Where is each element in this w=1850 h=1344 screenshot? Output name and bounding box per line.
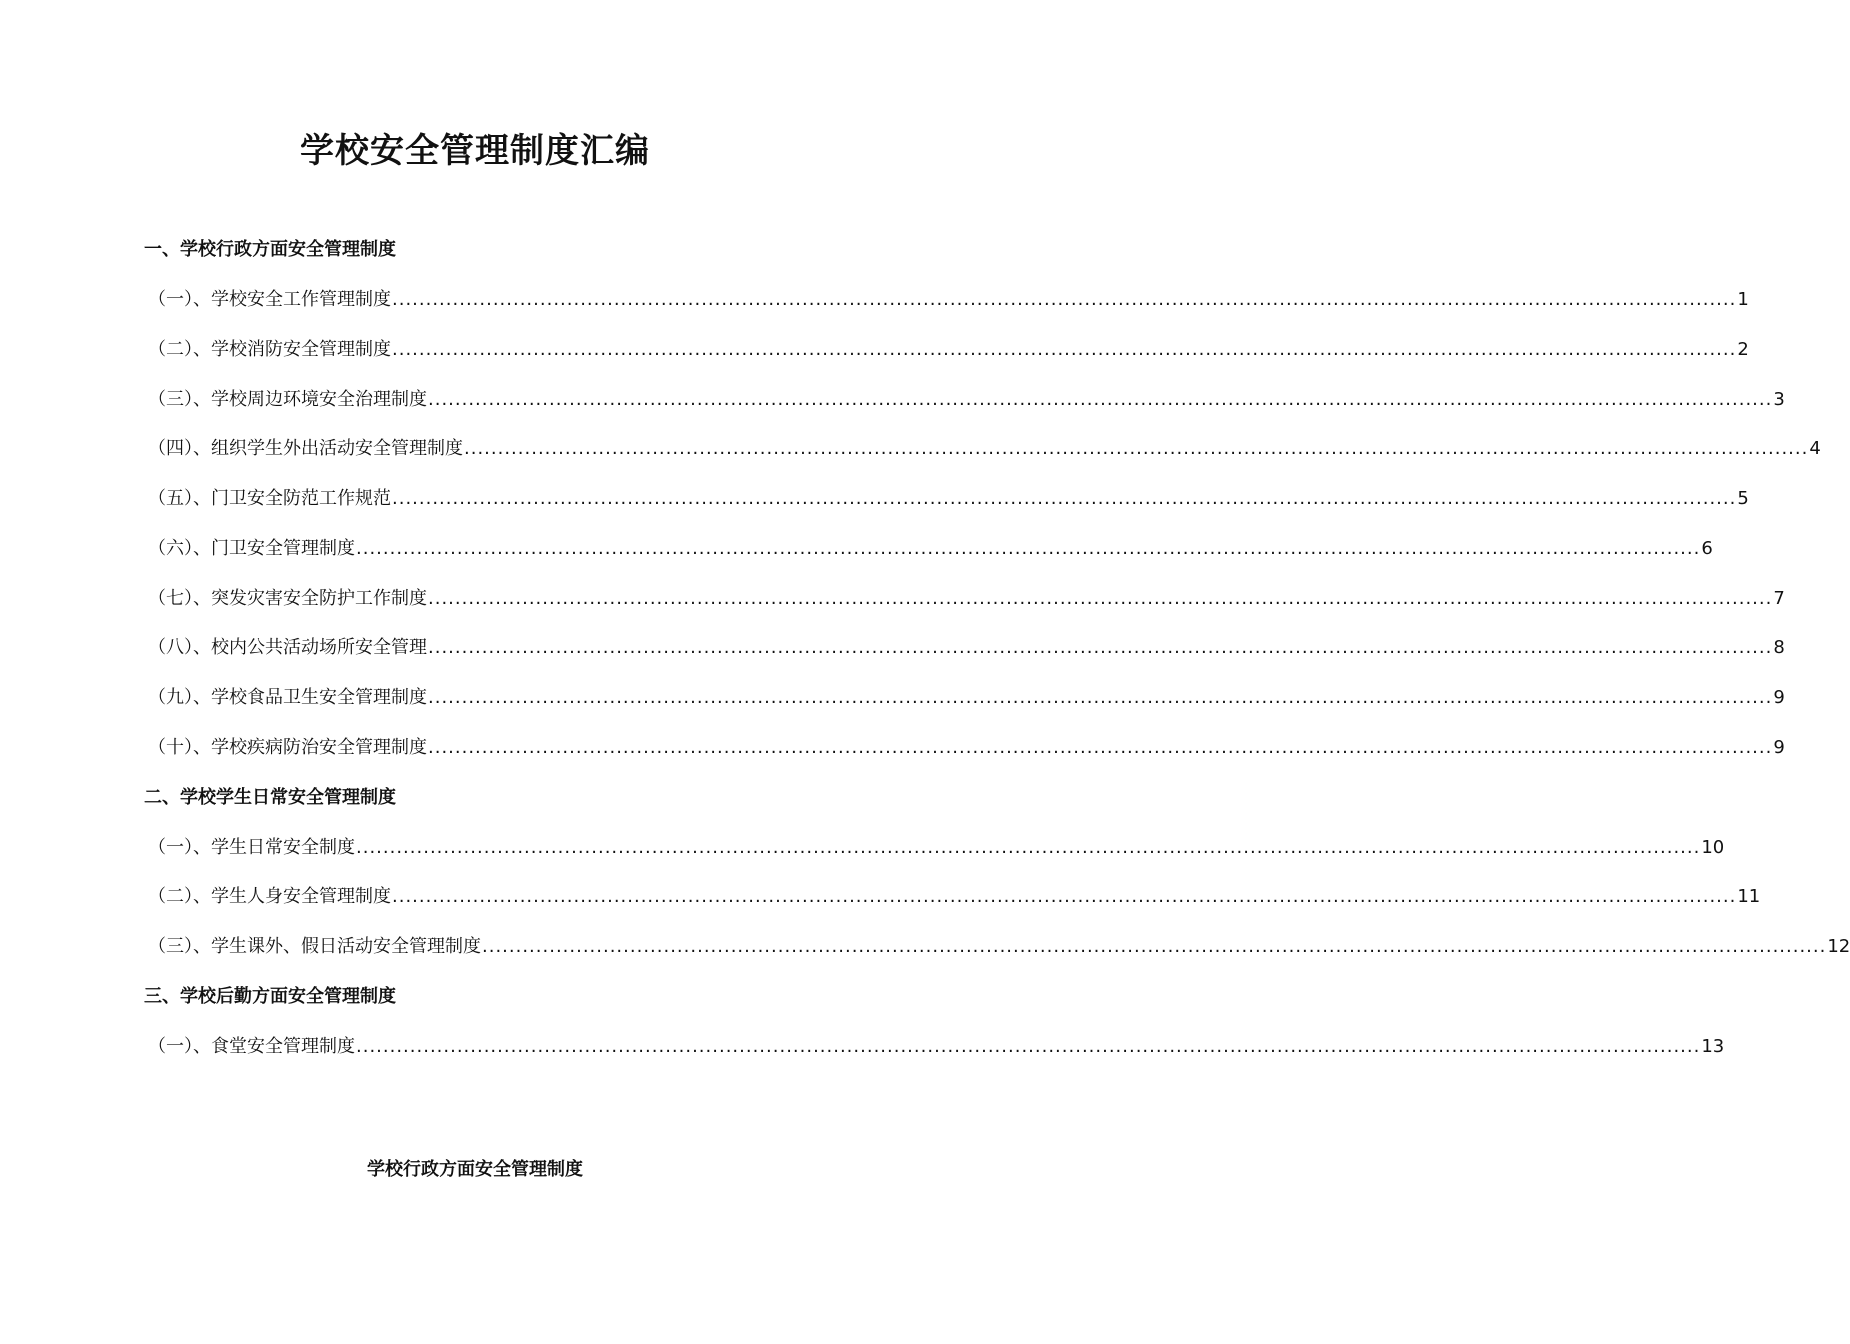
toc-entry[interactable] (148, 386, 1785, 414)
toc-entry-page: 5 (1737, 488, 1749, 509)
toc-entry[interactable] (148, 883, 1761, 911)
leader-dots: ........................................................................................................................................................................................................ (464, 438, 1809, 459)
toc-entry-page: 7 (1773, 588, 1785, 609)
toc-entry[interactable] (148, 535, 1713, 563)
toc-entry[interactable] (148, 684, 1785, 712)
leader-dots: ........................................................................................................................................................................................................ (392, 289, 1737, 310)
toc-entry-page: 1 (1737, 289, 1749, 310)
toc-entry-label: （一）、食堂安全管理制度 (148, 1036, 355, 1057)
toc-entry-label: （八）、校内公共活动场所安全管理 (148, 637, 427, 658)
toc-entry-label: （三）、学校周边环境安全治理制度 (148, 389, 427, 410)
section-heading-text: 三、学校后勤方面安全管理制度 (144, 986, 396, 1007)
toc-entry-label: （四）、组织学生外出活动安全管理制度 (148, 438, 463, 459)
leader-dots: ........................................................................................................................................................................................................ (428, 737, 1773, 758)
toc-section-heading (144, 983, 396, 1011)
toc-entry-page: 12 (1827, 936, 1850, 957)
toc-entry-page: 9 (1773, 687, 1785, 708)
toc-entry-label: （六）、门卫安全管理制度 (148, 538, 355, 559)
toc-entry[interactable] (148, 933, 1850, 961)
toc-entry-page: 3 (1773, 389, 1785, 410)
toc-entry[interactable] (148, 286, 1749, 314)
toc-section-heading (144, 784, 396, 812)
toc-entry[interactable] (148, 734, 1785, 762)
toc-entry[interactable] (148, 485, 1749, 513)
leader-dots: ........................................................................................................................................................................................................ (428, 687, 1773, 708)
section-heading-text: 二、学校学生日常安全管理制度 (144, 787, 396, 808)
section-heading-text: 一、学校行政方面安全管理制度 (144, 239, 396, 260)
toc-section-heading (144, 236, 396, 264)
leader-dots: ........................................................................................................................................................................................................ (482, 936, 1827, 957)
toc-entry[interactable] (148, 634, 1785, 662)
leader-dots: ........................................................................................................................................................................................................ (392, 339, 1737, 360)
leader-dots: ........................................................................................................................................................................................................ (428, 389, 1773, 410)
toc-entry-page: 2 (1737, 339, 1749, 360)
toc-entry-label: （二）、学生人身安全管理制度 (148, 886, 391, 907)
leader-dots: ........................................................................................................................................................................................................ (356, 538, 1701, 559)
toc-entry-page: 9 (1773, 737, 1785, 758)
leader-dots: ........................................................................................................................................................................................................ (356, 1036, 1701, 1057)
leader-dots: ........................................................................................................................................................................................................ (356, 837, 1701, 858)
document-title: 学校安全管理制度汇编 (300, 131, 650, 171)
toc-entry-label: （五）、门卫安全防范工作规范 (148, 488, 391, 509)
toc-entry-label: （十）、学校疾病防治安全管理制度 (148, 737, 427, 758)
toc-entry-page: 6 (1701, 538, 1713, 559)
toc-entry[interactable] (148, 336, 1749, 364)
toc-entry-label: （二）、学校消防安全管理制度 (148, 339, 391, 360)
toc-entry-page: 10 (1701, 837, 1725, 858)
toc-entry-label: （九）、学校食品卫生安全管理制度 (148, 687, 427, 708)
leader-dots: ........................................................................................................................................................................................................ (428, 637, 1773, 658)
toc-entry[interactable] (148, 1033, 1725, 1061)
toc-entry[interactable] (148, 834, 1725, 862)
toc-entry-page: 11 (1737, 886, 1761, 907)
leader-dots: ........................................................................................................................................................................................................ (392, 488, 1737, 509)
toc-entry-page: 13 (1701, 1036, 1725, 1057)
toc-entry-page: 8 (1773, 637, 1785, 658)
leader-dots: ........................................................................................................................................................................................................ (428, 588, 1773, 609)
toc-entry[interactable] (148, 585, 1785, 613)
toc-entry-label: （七）、突发灾害安全防护工作制度 (148, 588, 427, 609)
toc-entry-page: 4 (1809, 438, 1821, 459)
toc-entry-label: （一）、学校安全工作管理制度 (148, 289, 391, 310)
leader-dots: ........................................................................................................................................................................................................ (392, 886, 1737, 907)
toc-entry[interactable] (148, 435, 1821, 463)
toc-entry-label: （三）、学生课外、假日活动安全管理制度 (148, 936, 481, 957)
toc-entry-label: （一）、学生日常安全制度 (148, 837, 355, 858)
chapter-heading: 学校行政方面安全管理制度 (367, 1159, 583, 1180)
